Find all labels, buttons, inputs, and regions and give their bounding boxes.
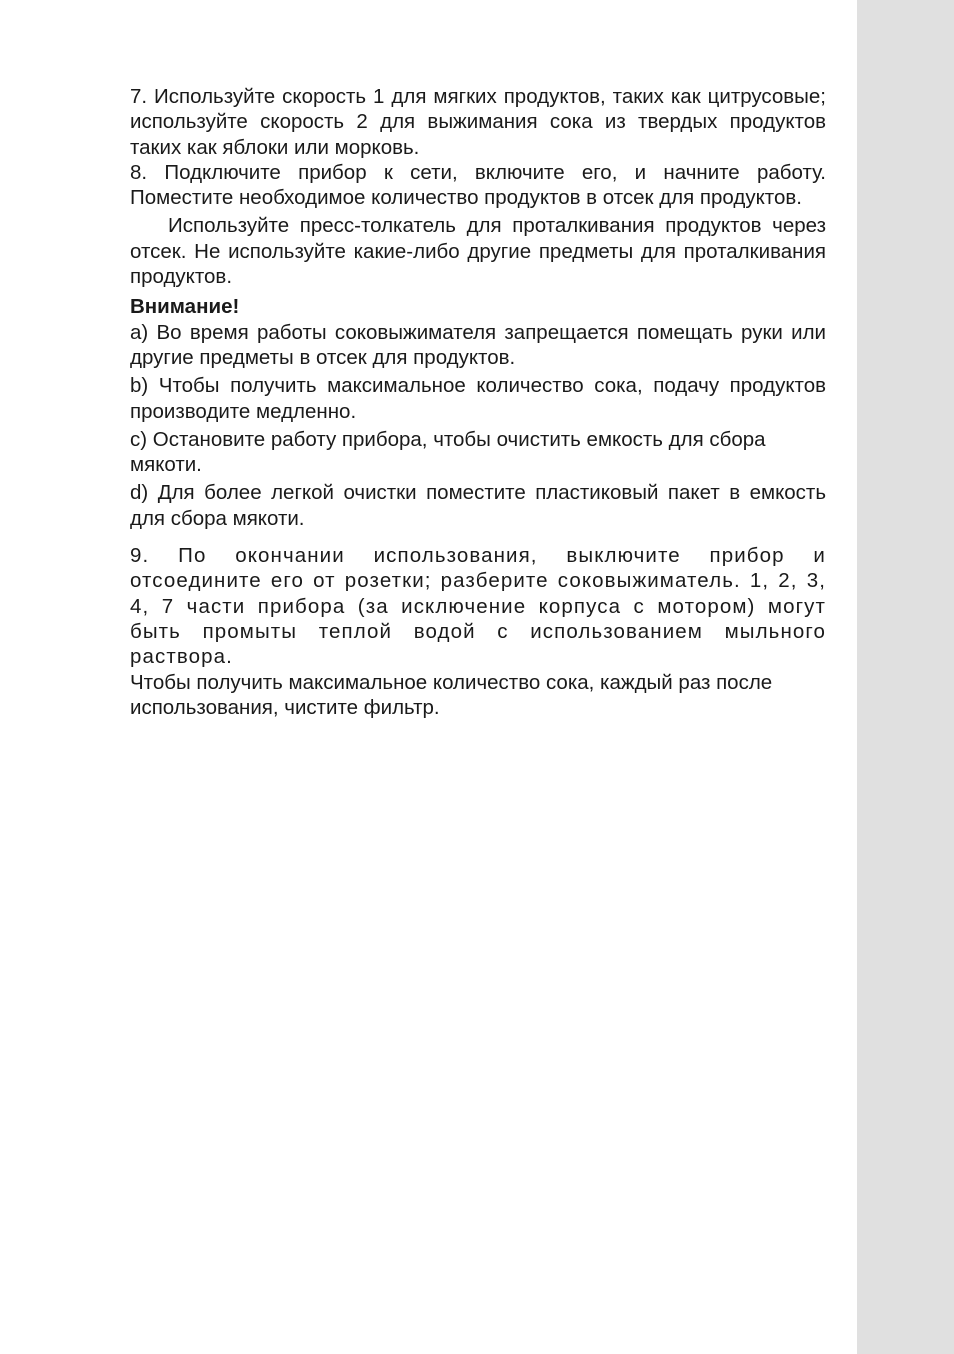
attention-heading: Внимание! [130,295,240,319]
attention-item-c: c) Остановите работу прибора, чтобы очистить емкость для сбора мякоти. [130,427,766,477]
step-9-paragraph: 9. По окончании использования, выключите прибор и отсоедините его от розетки; разберите соковыжиматель. 1, 2, 3, 4, 7 части прибора (за исключение корпуса с мотором) могут быть промыты теплой водой с использованием мыльного раствора. [130,544,826,669]
instructions-text [130,84,826,720]
page-margin-band [857,0,954,1354]
pusher-note-paragraph: Используйте пресс-толкатель для проталкивания продуктов через отсек. Не используйте какие-либо другие предметы для проталкивания продуктов. [130,214,826,289]
attention-item-d: d) Для более легкой очистки поместите пластиковый пакет в емкость для сбора мякоти. [130,481,826,530]
attention-item-a: a) Во время работы соковыжимателя запрещается помещать руки или другие предметы в отсек для продуктов. [130,320,826,369]
attention-item-b: b) Чтобы получить максимальное количество сока, подачу продуктов производите медленно. [130,374,826,423]
step-8-paragraph: 8. Подключите прибор к сети, включите его, и начните работу. Поместите необходимое количество продуктов в отсек для продуктов. [130,160,826,210]
filter-note-paragraph: Чтобы получить максимальное количество сока, каждый раз после использования, чистите фильтр. [130,670,773,719]
step-7-paragraph: 7. Используйте скорость 1 для мягких продуктов, таких как цитрусовые; используйте скорость 2 для выжимания сока из твердых продуктов таких как яблоки или морковь. [130,85,826,159]
